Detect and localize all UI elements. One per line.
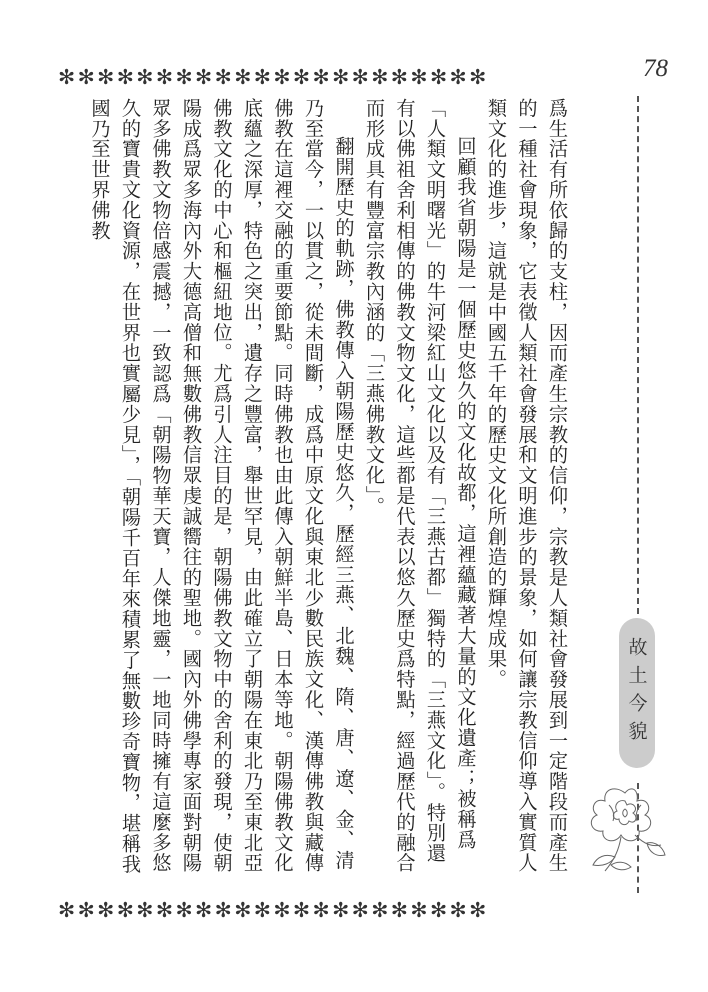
page-number: 78 xyxy=(643,55,668,82)
vertical-text-body xyxy=(88,98,572,878)
paragraph-2: 回顧我省朝陽是一個歷史悠久的文化故都，這裡蘊藏著大量的文化遺產；被稱爲「人類文明曙光」的牛河梁紅山文化以及有「三燕古都」獨特的「三燕文化」。特別還有以佛祖舍利相傳的佛教文物文化，這些都是代表以悠久歷史爲特點，經過歷代的融合而形成具有豐富宗教內涵的「三燕佛教文化」。 xyxy=(363,98,478,874)
paragraph-1: 爲生活有所依歸的支柱，因而產生宗教的信仰，宗教是人類社會發展到一定階段而產生的一種社會現象，它表徵人類社會發展和文明進步的景象，如何讓宗教信仰導入實質人類文化的進步，這就是中國五千年的歷史文化所創造的輝煌成果。 xyxy=(485,98,569,874)
paragraph-3: 翻開歷史的軌跡，佛教傳入朝陽歷史悠久，歷經三燕、北魏、隋、唐、遼、金、清乃至當今，一以貫之，從未間斷，成爲中原文化與東北少數民族文化、漢傳佛教與藏傳佛教在這裡交融的重要節點。同時佛教也由此傳入朝鮮半島、日本等地。朝陽佛教文化底蘊之深厚，特色之突出，遺存之豐富，舉世罕見，由此確立了朝陽在東北乃至東北亞佛教文化的中心和樞紐地位。尤爲引人注目的是，朝陽佛教文物中的舍利的發現，使朝陽成爲眾多海內外大德高僧和無數佛教信眾虔誠嚮往的聖地。國內外佛學專家面對朝陽眾多佛教文物倍感震撼，一致認爲「朝陽物華天寶，人傑地靈，一地同時擁有這麼多悠久的寶貴文化資源，在世界也實屬少見」，「朝陽千百年來積累了無數珍奇寶物，堪稱我國乃至世界佛教 xyxy=(88,98,356,875)
top-ornament-border: ✻✻✻✻✻✻✻✻✻✻✻✻✻✻✻✻✻✻✻✻✻✻ xyxy=(58,65,489,89)
section-tab xyxy=(619,618,655,768)
section-tab-label: 故土今貌 xyxy=(625,637,648,749)
margin-dashed-line-top xyxy=(637,96,639,614)
bottom-ornament-border: ✻✻✻✻✻✻✻✻✻✻✻✻✻✻✻✻✻✻✻✻✻✻ xyxy=(58,898,489,922)
peony-flower-icon xyxy=(575,775,675,885)
